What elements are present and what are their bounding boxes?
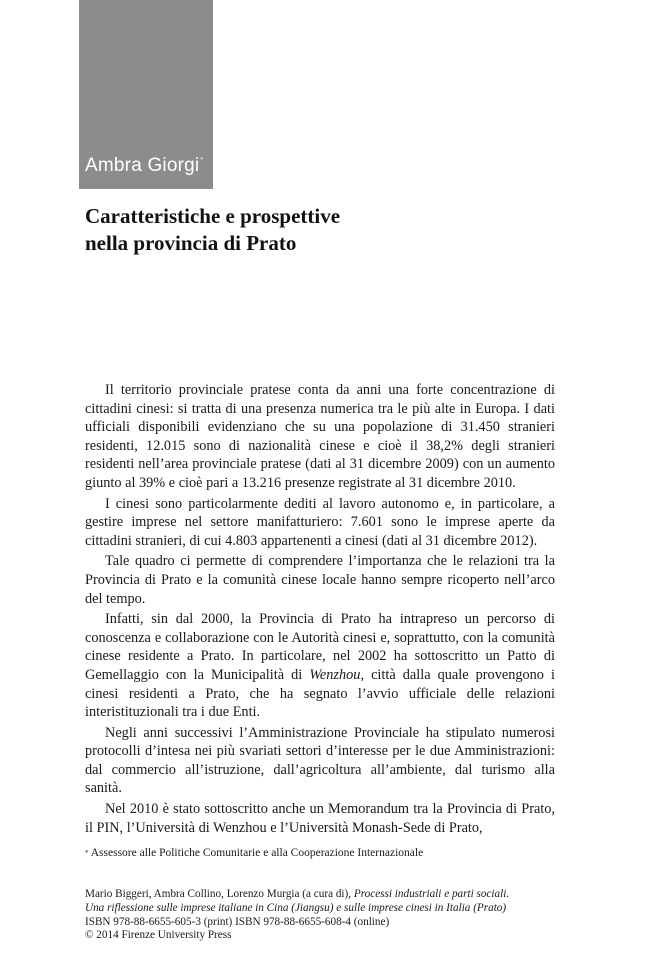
footnote bbox=[85, 846, 565, 860]
book-citation bbox=[85, 888, 575, 943]
citation-isbn: ISBN 978-88-6655-605-3 (print) ISBN 978-88-6655-608-4 (online) bbox=[85, 915, 390, 928]
paragraph-6: Nel 2010 è stato sottoscritto anche un Memorandum tra la Provincia di Prato, il PIN, l’Università di Wenzhou e l’Università Monash-Sede di Prato, bbox=[85, 801, 555, 836]
author-footnote-mark: * bbox=[200, 157, 204, 164]
author-banner bbox=[79, 0, 213, 189]
paragraph-3: Tale quadro ci permette di comprendere l’importanza che le relazioni tra la Provincia di Prato e la comunità cinese locale hanno sempre ricoperto nell’arco del tempo. bbox=[85, 553, 555, 607]
paragraph-2: I cinesi sono particolarmente dediti al lavoro autonomo e, in particolare, a gestire imprese nel settore manifatturiero: 7.601 sono le imprese aperte da cittadini stranieri, di cui 4.803 appartenenti a cinesi (dati al 31 dicembre 2012). bbox=[85, 495, 555, 549]
paragraph-5: Negli anni successivi l’Amministrazione Provinciale ha stipulato numerosi protocolli d’intesa nei più svariati settori d’interesse per le due Amministrazioni: dal commercio all’istruzione, dall’agricoltura all’ambiente, dal turismo alla sanità. bbox=[85, 724, 555, 797]
paragraph-4: Infatti, sin dal 2000, la Provincia di Prato ha intrapreso un percorso di conoscenza e collaborazione con le Autorità cinesi e, soprattutto, con la comunità cinese residente a Prato. In particolare, nel 2002 ha sottoscritto un Patto di Gemellaggio con la Municipalità di Wenzhou, città dalla quale provengono i cinesi residenti a Prato, che ha segnato l’avvio ufficiale delle relazioni interistituzionali tra i due Enti. bbox=[85, 611, 555, 721]
footnote-mark: * bbox=[85, 849, 89, 857]
body-text bbox=[85, 381, 555, 837]
author-name: Ambra Giorgi* bbox=[85, 155, 204, 176]
chapter-title-line-1: Caratteristiche e prospettive bbox=[85, 204, 341, 228]
paragraph-1: Il territorio provinciale pratese conta da anni una forte concentrazione di cittadini cinesi: si tratta di una presenza numerica tra le più alte in Europa. I dati ufficiali disponibili evidenziano che su una popolazione di 31.450 stranieri residenti, 12.015 sono di nazionalità cinese e cioè il 38,2% degli stranieri residenti nell’area provinciale pratese (dati al 31 dicembre 2009) con un aumento giunto al 39% e cioè pari a 13.216 presenze registrate al 31 dicembre 2010. bbox=[85, 382, 555, 491]
city-name-italic: Wenzhou bbox=[309, 666, 361, 683]
citation-line-1: Mario Biggeri, Ambra Collino, Lorenzo Murgia (a cura di), Processi industriali e parti sociali. bbox=[85, 888, 510, 900]
footnote-text: Assessore alle Politiche Comunitarie e alla Cooperazione Internazionale bbox=[90, 847, 424, 859]
citation-copyright: © 2014 Firenze University Press bbox=[85, 929, 232, 942]
citation-line-2: Una riflessione sulle imprese italiane in Cina (Jiangsu) e sulle imprese cinesi in Italia (Prato) bbox=[85, 901, 507, 914]
chapter-title bbox=[85, 203, 340, 257]
chapter-title-line-2: nella provincia di Prato bbox=[85, 231, 297, 255]
